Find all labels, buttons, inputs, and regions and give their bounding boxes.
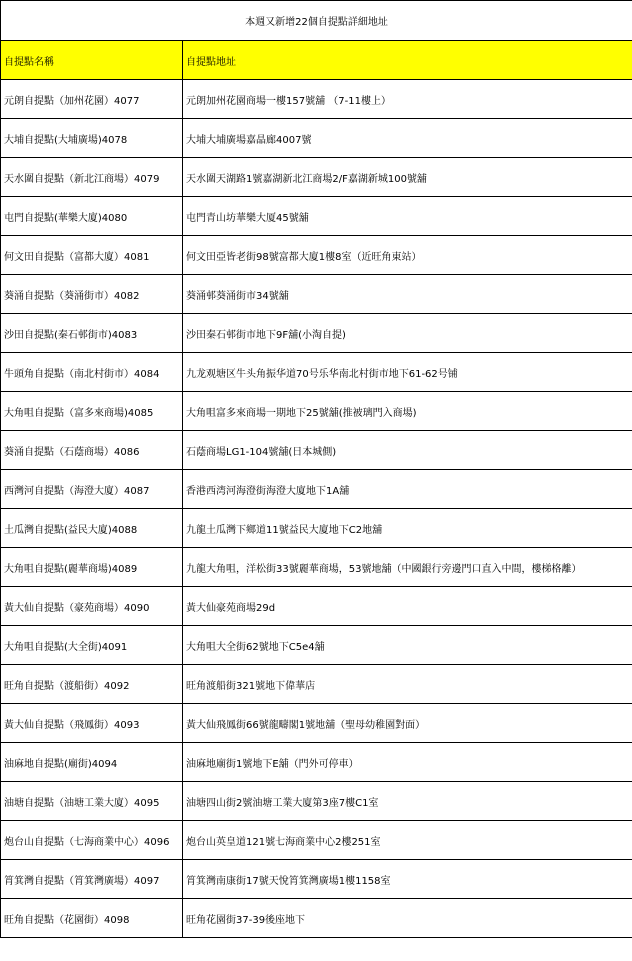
pickup-address-cell: 炮台山英皇道121號七海商業中心2樓251室 <box>183 821 632 860</box>
pickup-name-cell: 黃大仙自提點（飛鳳街）4093 <box>1 704 183 743</box>
table-row <box>1 587 632 626</box>
pickup-address-cell: 旺角渡船街321號地下偉華店 <box>183 665 632 704</box>
table-row <box>1 626 632 665</box>
table-row <box>1 743 632 782</box>
pickup-name-cell: 旺角自提點（花園街）4098 <box>1 899 183 938</box>
table-row <box>1 392 632 431</box>
table-row <box>1 509 632 548</box>
pickup-name-cell: 葵涌自提點（葵涌街市）4082 <box>1 275 183 314</box>
pickup-address-cell: 葵涌邨葵涌街市34號舖 <box>183 275 632 314</box>
pickup-name-cell: 筲箕灣自提點（筲箕灣廣場）4097 <box>1 860 183 899</box>
table-row <box>1 860 632 899</box>
sheet-title: 本週又新增22個自提點詳細地址 <box>1 1 632 41</box>
pickup-address-cell: 旺角花園街37-39後座地下 <box>183 899 632 938</box>
pickup-address-cell: 九龍大角咀，洋松街33號麗華商場，53號地舖（中國銀行旁邊門口直入中間，樓梯格離） <box>183 548 632 587</box>
pickup-address-cell: 石蔭商場LG1-104號舖(日本城側) <box>183 431 632 470</box>
pickup-address-cell: 九龍土瓜灣下鄉道11號益民大廈地下C2地舖 <box>183 509 632 548</box>
column-header-address: 自提點地址 <box>183 41 632 80</box>
pickup-name-cell: 土瓜灣自提點(益民大廈)4088 <box>1 509 183 548</box>
pickup-address-cell: 黃大仙飛鳳街66號龍疇閣1號地舖（聖母幼稚園對面） <box>183 704 632 743</box>
pickup-name-cell: 沙田自提點(秦石邨街市)4083 <box>1 314 183 353</box>
table-row <box>1 470 632 509</box>
pickup-name-cell: 元朗自提點（加州花園）4077 <box>1 80 183 119</box>
column-header-name: 自提點名稱 <box>1 41 183 80</box>
table-row <box>1 704 632 743</box>
pickup-address-cell: 九龙观塘区牛头角振华道70号乐华南北村街市地下61-62号铺 <box>183 353 632 392</box>
pickup-name-cell: 炮台山自提點（七海商業中心）4096 <box>1 821 183 860</box>
table-row <box>1 236 632 275</box>
title-row <box>1 1 632 41</box>
pickup-address-cell: 黃大仙豪苑商場29d <box>183 587 632 626</box>
pickup-address-cell: 大埔大埔廣場嘉晶廊4007號 <box>183 119 632 158</box>
table-row <box>1 314 632 353</box>
table-row <box>1 899 632 938</box>
header-row <box>1 41 632 80</box>
pickup-name-cell: 屯門自提點(華樂大廈)4080 <box>1 197 183 236</box>
pickup-name-cell: 何文田自提點（富都大廈）4081 <box>1 236 183 275</box>
pickup-address-cell: 筲箕灣南康街17號天悅筲箕灣廣場1樓1158室 <box>183 860 632 899</box>
table-row <box>1 119 632 158</box>
table-row <box>1 353 632 392</box>
table-row <box>1 80 632 119</box>
pickup-name-cell: 西灣河自提點（海澄大廈）4087 <box>1 470 183 509</box>
pickup-address-cell: 油塘四山街2號油塘工業大廈第3座7樓C1室 <box>183 782 632 821</box>
pickup-name-cell: 大角咀自提點（富多來商場)4085 <box>1 392 183 431</box>
table-row <box>1 197 632 236</box>
pickup-name-cell: 大角咀自提點(麗華商場)4089 <box>1 548 183 587</box>
table-row <box>1 782 632 821</box>
pickup-name-cell: 天水圍自提點（新北江商場）4079 <box>1 158 183 197</box>
table-row <box>1 431 632 470</box>
pickup-name-cell: 葵涌自提點（石蔭商場）4086 <box>1 431 183 470</box>
pickup-name-cell: 黃大仙自提點（豪苑商場）4090 <box>1 587 183 626</box>
pickup-address-cell: 屯門青山坊華樂大厦45號舖 <box>183 197 632 236</box>
table-row <box>1 665 632 704</box>
pickup-address-cell: 元朗加州花園商場一樓157號舖 （7-11樓上） <box>183 80 632 119</box>
pickup-address-cell: 沙田秦石邨街市地下9F舖(小淘自提) <box>183 314 632 353</box>
pickup-address-cell: 油麻地廟街1號地下E舖（門外可停車） <box>183 743 632 782</box>
pickup-name-cell: 大角咀自提點(大全街)4091 <box>1 626 183 665</box>
pickup-name-cell: 旺角自提點（渡船街）4092 <box>1 665 183 704</box>
pickup-address-cell: 大角咀大全街62號地下C5e4舖 <box>183 626 632 665</box>
pickup-address-cell: 何文田亞皆老街98號富都大廈1樓8室（近旺角東站） <box>183 236 632 275</box>
pickup-name-cell: 大埔自提點(大埔廣場)4078 <box>1 119 183 158</box>
pickup-address-cell: 香港西湾河海澄街海澄大廈地下1A舖 <box>183 470 632 509</box>
table-row <box>1 158 632 197</box>
pickup-name-cell: 油麻地自提點(廟街)4094 <box>1 743 183 782</box>
table-row <box>1 275 632 314</box>
pickup-address-cell: 大角咀富多來商場一期地下25號舖(推被璃門入商場) <box>183 392 632 431</box>
pickup-address-cell: 天水圍天湖路1號嘉湖新北江商場2/F嘉湖新城100號舖 <box>183 158 632 197</box>
pickup-name-cell: 油塘自提點（油塘工業大廈）4095 <box>1 782 183 821</box>
table-row <box>1 821 632 860</box>
table-row <box>1 548 632 587</box>
pickup-name-cell: 牛頭角自提點（南北村街市）4084 <box>1 353 183 392</box>
